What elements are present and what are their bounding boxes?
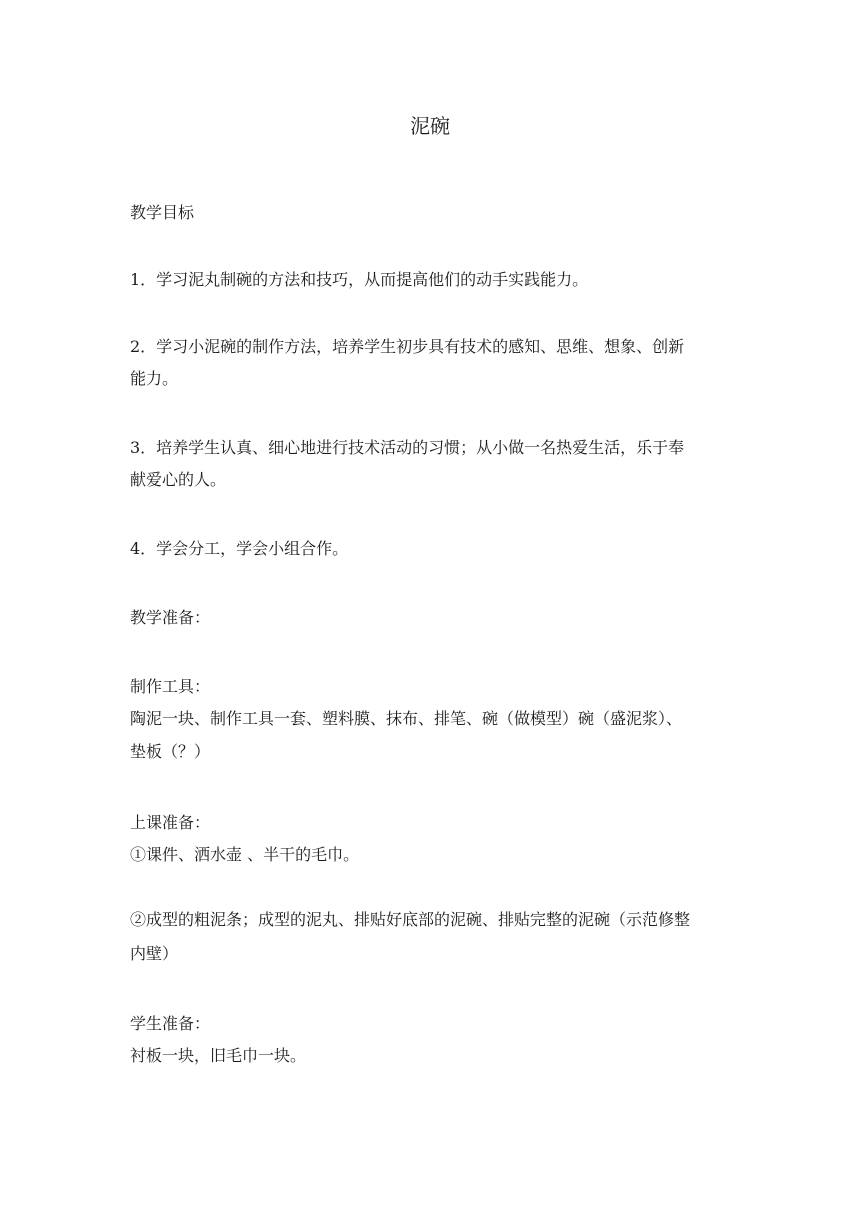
objective-line-2-cont: 能力。 xyxy=(130,369,179,388)
tools-line-2: 垫板（？） xyxy=(130,742,211,761)
student-prep-line: 衬板一块，旧毛巾一块。 xyxy=(130,1046,307,1065)
class-prep-line-2: ②成型的粗泥条；成型的泥丸、排贴好底部的泥碗、排贴完整的泥碗（示范修整 xyxy=(130,910,691,929)
objective-line-2: 2．学习小泥碗的制作方法，培养学生初步具有技术的感知、思维、想象、创新 xyxy=(130,337,685,356)
document-title: 泥碗 xyxy=(410,114,450,138)
objective-line-1: 1．学习泥丸制碗的方法和技巧，从而提高他们的动手实践能力。 xyxy=(130,270,589,289)
class-prep-line-1: ①课件、洒水壶 、半干的毛巾。 xyxy=(130,845,360,864)
section-heading-preparation: 教学准备： xyxy=(130,608,211,627)
objective-line-3: 3．培养学生认真、细心地进行技术活动的习惯；从小做一名热爱生活，乐于奉 xyxy=(130,438,685,457)
objective-line-4: 4．学会分工，学会小组合作。 xyxy=(130,539,349,558)
section-heading-objectives: 教学目标 xyxy=(130,203,195,222)
class-prep-line-2-cont: 内壁） xyxy=(130,944,179,963)
tools-heading: 制作工具： xyxy=(130,677,211,696)
class-prep-heading: 上课准备： xyxy=(130,813,211,832)
objective-line-3-cont: 献爱心的人。 xyxy=(130,470,227,489)
student-prep-heading: 学生准备： xyxy=(130,1014,211,1033)
tools-line-1: 陶泥一块、制作工具一套、塑料膜、抹布、排笔、碗（做模型）碗（盛泥浆）、 xyxy=(130,709,683,728)
